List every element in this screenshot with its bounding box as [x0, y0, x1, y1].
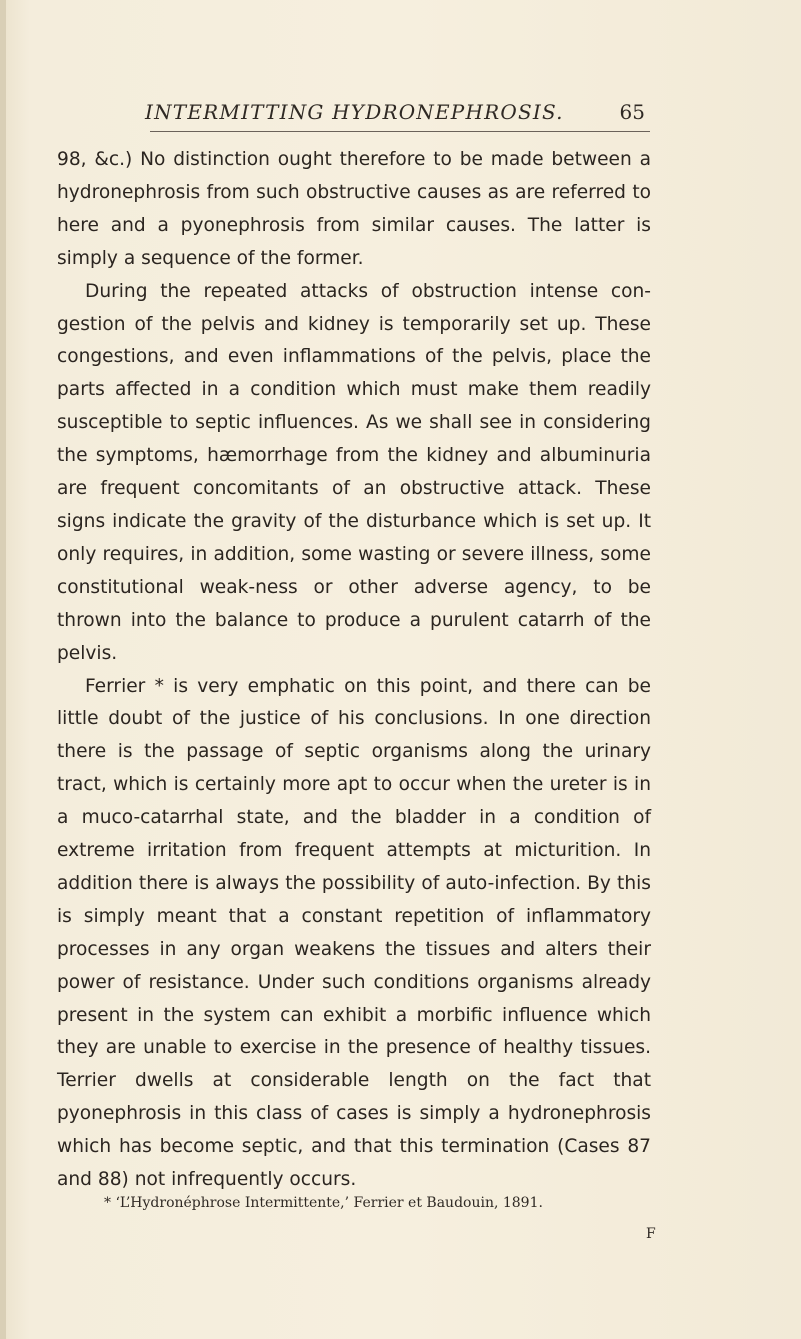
- body-text: [57, 144, 651, 1197]
- footnote: * ‘L’Hydronéphrose Intermittente,’ Ferrier et Baudouin, 1891.: [104, 1195, 543, 1211]
- paragraph-2: During the repeated attacks of obstruction intense con-gestion of the pelvis and kidney is temporarily set up. These congestions, and even inflammations of the pelvis, place the parts affected in a condition which must make them readily susceptible to septic influences. As we shall see in considering the symptoms, hæmorrhage from the kidney and albuminuria are frequent concomitants of an obstructive attack. These signs indicate the gravity of the disturbance which is set up. It only requires, in addition, some wasting or severe illness, some constitutional weak-ness or other adverse agency, to be thrown into the balance to produce a purulent catarrh of the pelvis.: [57, 280, 651, 664]
- paragraph-1: 98, &c.) No distinction ought therefore to be made between a hydronephrosis from such obstructive causes as are referred to here and a pyonephrosis from similar causes. The latter is simply a sequence of the former.: [57, 149, 651, 269]
- page-number: 65: [619, 100, 645, 124]
- page-spine-edge: [0, 0, 6, 1339]
- header-rule: [150, 131, 650, 132]
- paragraph-3: Ferrier * is very emphatic on this point, and there can be little doubt of the justice of his conclusions. In one direction there is the passage of septic organisms along the urinary tract, which is certainly more apt to occur when the ureter is in a muco-catarrhal state, and the bladder in a condition of extreme irritation from frequent attempts at micturition. In addition there is always the possibility of auto-infection. By this is simply meant that a constant repetition of inflammatory processes in any organ weakens the tissues and alters their power of resistance. Under such conditions organisms already present in the system can exhibit a morbific influence which they are unable to exercise in the presence of healthy tissues. Terrier dwells at considerable length on the fact that pyonephrosis in this class of cases is simply a hydronephrosis which has become septic, and that this termination (Cases 87 and 88) not infrequently occurs.: [57, 675, 651, 1191]
- page-header: [145, 100, 645, 130]
- signature-mark: F: [646, 1226, 656, 1242]
- running-title: INTERMITTING HYDRONEPHROSIS.: [145, 100, 564, 124]
